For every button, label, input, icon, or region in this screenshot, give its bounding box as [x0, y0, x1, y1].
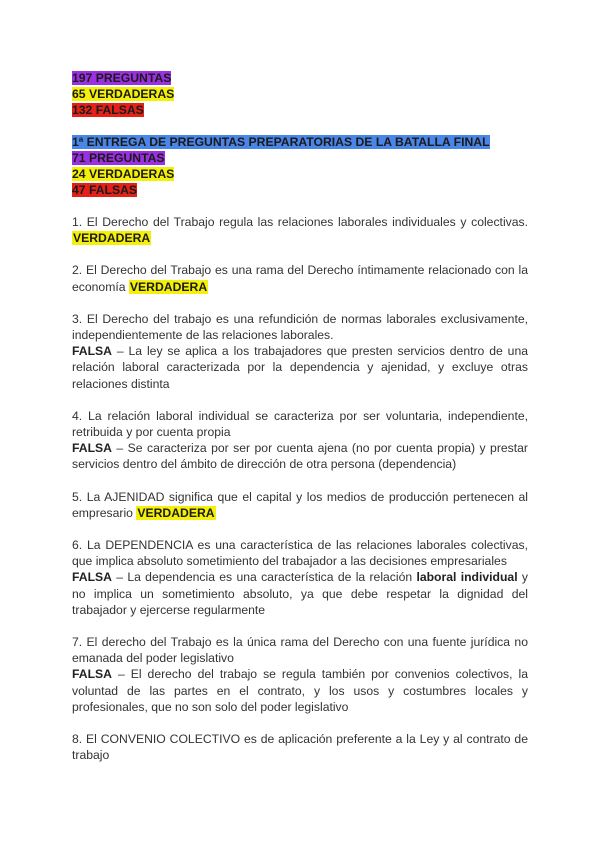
question-6 — [72, 537, 528, 618]
question-5 — [72, 489, 528, 521]
answer-badge: VERDADERA — [129, 279, 208, 294]
question-4 — [72, 408, 528, 473]
question-text: 7. El derecho del Trabajo es la única rama del Derecho con una fuente jurídica no emanada del poder legislativo — [72, 635, 528, 666]
question-text: 6. La DEPENDENCIA es una característica de las relaciones laborales colectivas, que implica absoluto sometimiento del trabajador a las decisiones empresariales — [72, 538, 528, 569]
question-text: 5. La AJENIDAD significa que el capital y los medios de producción pertenecen al empresario — [72, 489, 528, 520]
answer-label: FALSA — [72, 441, 112, 456]
entrega-verdaderas: 24 VERDADERAS — [72, 167, 175, 181]
question-2 — [72, 262, 528, 294]
answer-explanation: y no implica un sometimiento absoluto, ya que debe respetar la dignidad del trabajador y ejercerse regularmente — [72, 570, 528, 617]
question-text: 8. El CONVENIO COLECTIVO es de aplicación preferente a la Ley y al contrato de trabajo — [72, 732, 528, 763]
question-3 — [72, 311, 528, 392]
answer-explanation: – La dependencia es una característica de la relación — [111, 570, 417, 585]
answer-label: FALSA — [72, 344, 112, 359]
summary-block — [72, 70, 528, 86]
answer-badge: VERDADERA — [73, 231, 151, 246]
summary-verdaderas: 65 VERDADERAS — [72, 87, 175, 101]
answer-badge: VERDADERA — [137, 505, 215, 520]
answer-explanation: – El derecho del trabajo se regula también por convenios colectivos, la voluntad de las partes en el contrato, y los usos y costumbres locales y profesionales, que no son solo del poder legislativo — [72, 667, 528, 714]
document-page — [72, 70, 528, 763]
question-text: 1. El Derecho del Trabajo regula las relaciones laborales individuales y colectivas. — [72, 215, 528, 229]
question-text: 4. La relación laboral individual se caracteriza por ser voluntaria, independiente, retribuida y por cuenta propia — [72, 408, 528, 440]
answer-label: FALSA — [72, 570, 112, 585]
question-text: 2. El Derecho del Trabajo es una rama del Derecho íntimamente relacionado con la economía — [72, 263, 528, 294]
answer-explanation-bold: laboral individual — [416, 570, 518, 585]
entrega-preguntas: 71 PREGUNTAS — [72, 151, 165, 165]
question-1 — [72, 214, 528, 246]
entrega-falsas: 47 FALSAS — [72, 183, 138, 197]
summary-falsas: 132 FALSAS — [72, 103, 144, 117]
question-text: 3. El Derecho del trabajo es una refundición de normas laborales exclusivamente, independientemente de las relaciones laborales. — [72, 311, 528, 343]
summary-total: 197 PREGUNTAS — [72, 71, 172, 85]
answer-label: FALSA — [72, 667, 112, 682]
question-7 — [72, 634, 528, 715]
answer-explanation: – La ley se aplica a los trabajadores que presten servicios dentro de una relación laboral caracterizada por la dependencia y ajenidad, y excluye otras relaciones distinta — [72, 344, 528, 391]
question-8 — [72, 731, 528, 763]
answer-explanation: – Se caracteriza por ser por cuenta ajena (no por cuenta propia) y prestar servicios dentro del ámbito de dirección de otra persona (dependencia) — [72, 441, 528, 472]
entrega-title: 1ª ENTREGA DE PREGUNTAS PREPARATORIAS DE LA BATALLA FINAL — [72, 135, 490, 149]
